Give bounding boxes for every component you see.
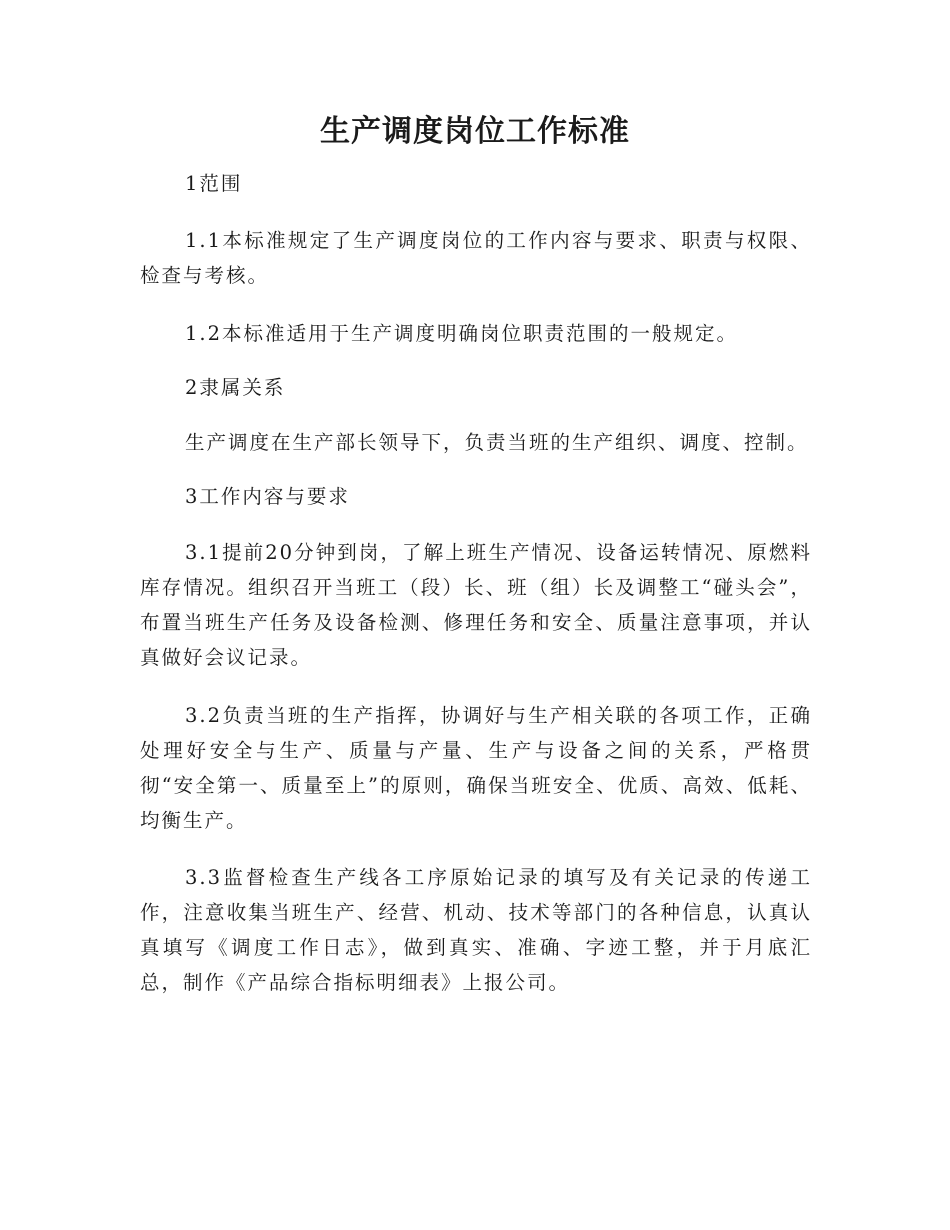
paragraph-2-body: 生产调度在生产部长领导下，负责当班的生产组织、调度、控制。 xyxy=(185,431,809,454)
section-heading-subordination: 2隶属关系 xyxy=(185,376,286,399)
document-title: 生产调度岗位工作标准 xyxy=(320,114,630,149)
section-heading-scope: 1范围 xyxy=(185,172,243,195)
document-body xyxy=(140,166,812,1000)
section-heading-work-content: 3工作内容与要求 xyxy=(185,485,350,508)
paragraph-3-3: 3.3监督检查生产线各工序原始记录的填写及有关记录的传递工作，注意收集当班生产、经营、机动、技术等部门的各种信息，认真认真填写《调度工作日志》，做到真实、准确、字迹工整，并于月底汇总，制作《产品综合指标明细表》上报公司。 xyxy=(140,866,812,994)
paragraph-3-1: 3.1提前20分钟到岗，了解上班生产情况、设备运转情况、原燃料库存情况。组织召开当班工（段）长、班（组）长及调整工“碰头会”，布置当班生产任务及设备检测、修理任务和安全、质量注意事项，并认真做好会议记录。 xyxy=(140,541,812,669)
paragraph-1-1: 1.1本标准规定了生产调度岗位的工作内容与要求、职责与权限、检查与考核。 xyxy=(140,229,812,287)
paragraph-3-2: 3.2负责当班的生产指挥，协调好与生产相关联的各项工作，正确处理好安全与生产、质量与产量、生产与设备之间的关系，严格贯彻“安全第一、质量至上”的原则，确保当班安全、优质、高效、低耗、均衡生产。 xyxy=(140,704,812,832)
paragraph-1-2: 1.2本标准适用于生产调度明确岗位职责范围的一般规定。 xyxy=(185,322,739,345)
